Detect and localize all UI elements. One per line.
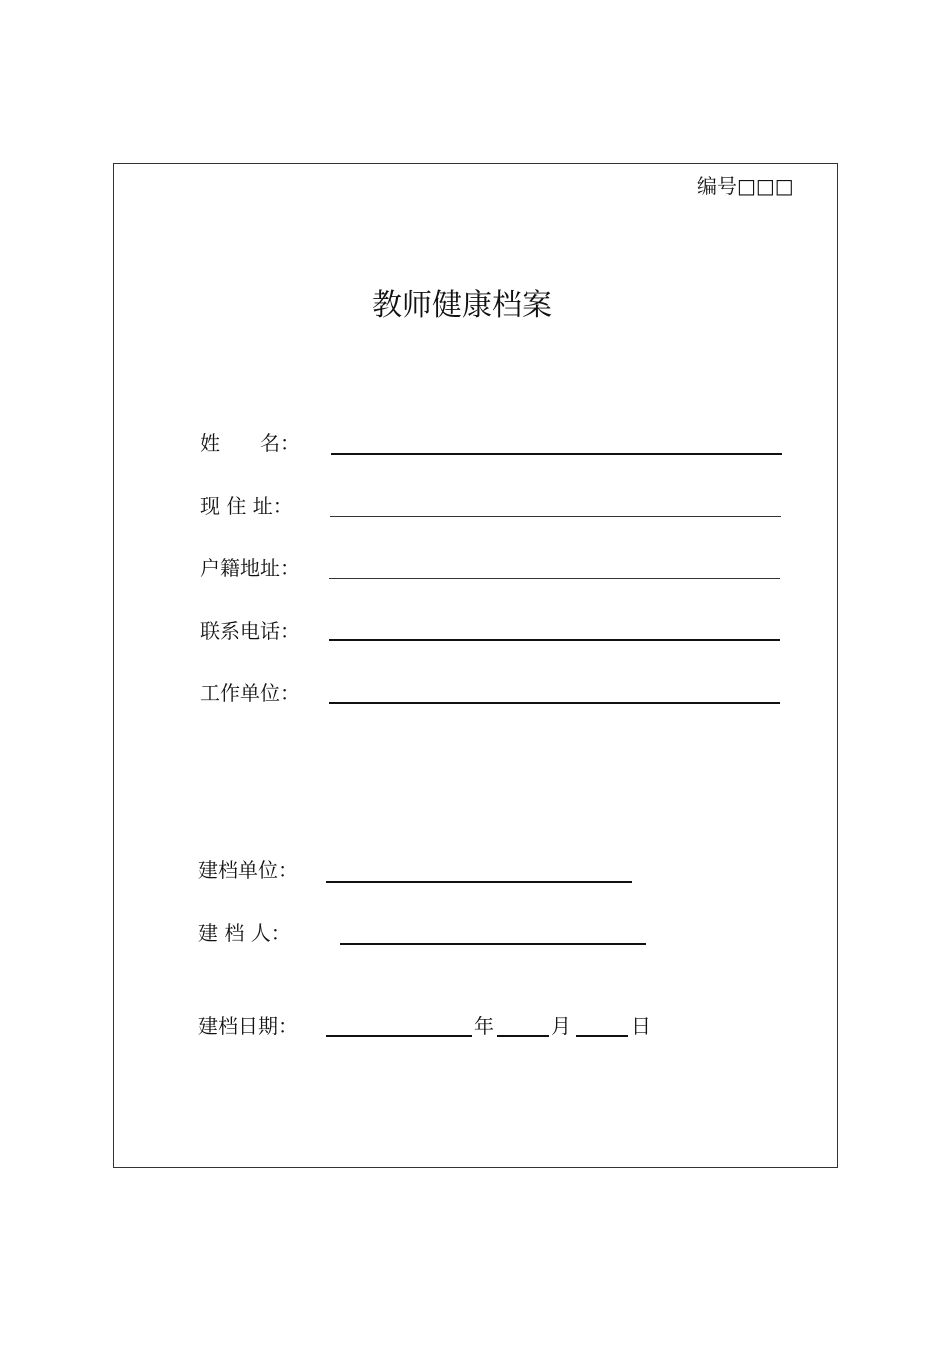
household-address-field-line[interactable] xyxy=(329,578,780,579)
household-address-label: 户籍地址： xyxy=(200,556,300,580)
serial-number-label: 编号□□□ xyxy=(697,174,794,198)
day-label: 日 xyxy=(631,1014,651,1038)
name-field-line[interactable] xyxy=(331,453,782,455)
archive-person-label: 建 档 人： xyxy=(198,921,291,945)
address-field-line[interactable] xyxy=(330,516,781,517)
archive-unit-label: 建档单位： xyxy=(198,858,298,882)
archive-unit-field-line[interactable] xyxy=(326,881,632,883)
work-unit-field-line[interactable] xyxy=(329,702,780,704)
year-label: 年 xyxy=(474,1014,494,1038)
archive-year-field-line[interactable] xyxy=(326,1035,472,1037)
work-unit-label: 工作单位： xyxy=(200,681,300,705)
name-label: 姓 名： xyxy=(200,431,300,455)
archive-person-field-line[interactable] xyxy=(340,943,646,945)
month-label: 月 xyxy=(551,1014,571,1038)
page-title: 教师健康档案 xyxy=(372,288,552,323)
archive-day-field-line[interactable] xyxy=(576,1035,628,1037)
address-label: 现 住 址： xyxy=(200,494,293,518)
phone-field-line[interactable] xyxy=(329,639,780,641)
phone-label: 联系电话： xyxy=(200,619,300,643)
archive-month-field-line[interactable] xyxy=(497,1035,549,1037)
archive-date-label: 建档日期： xyxy=(198,1014,298,1038)
